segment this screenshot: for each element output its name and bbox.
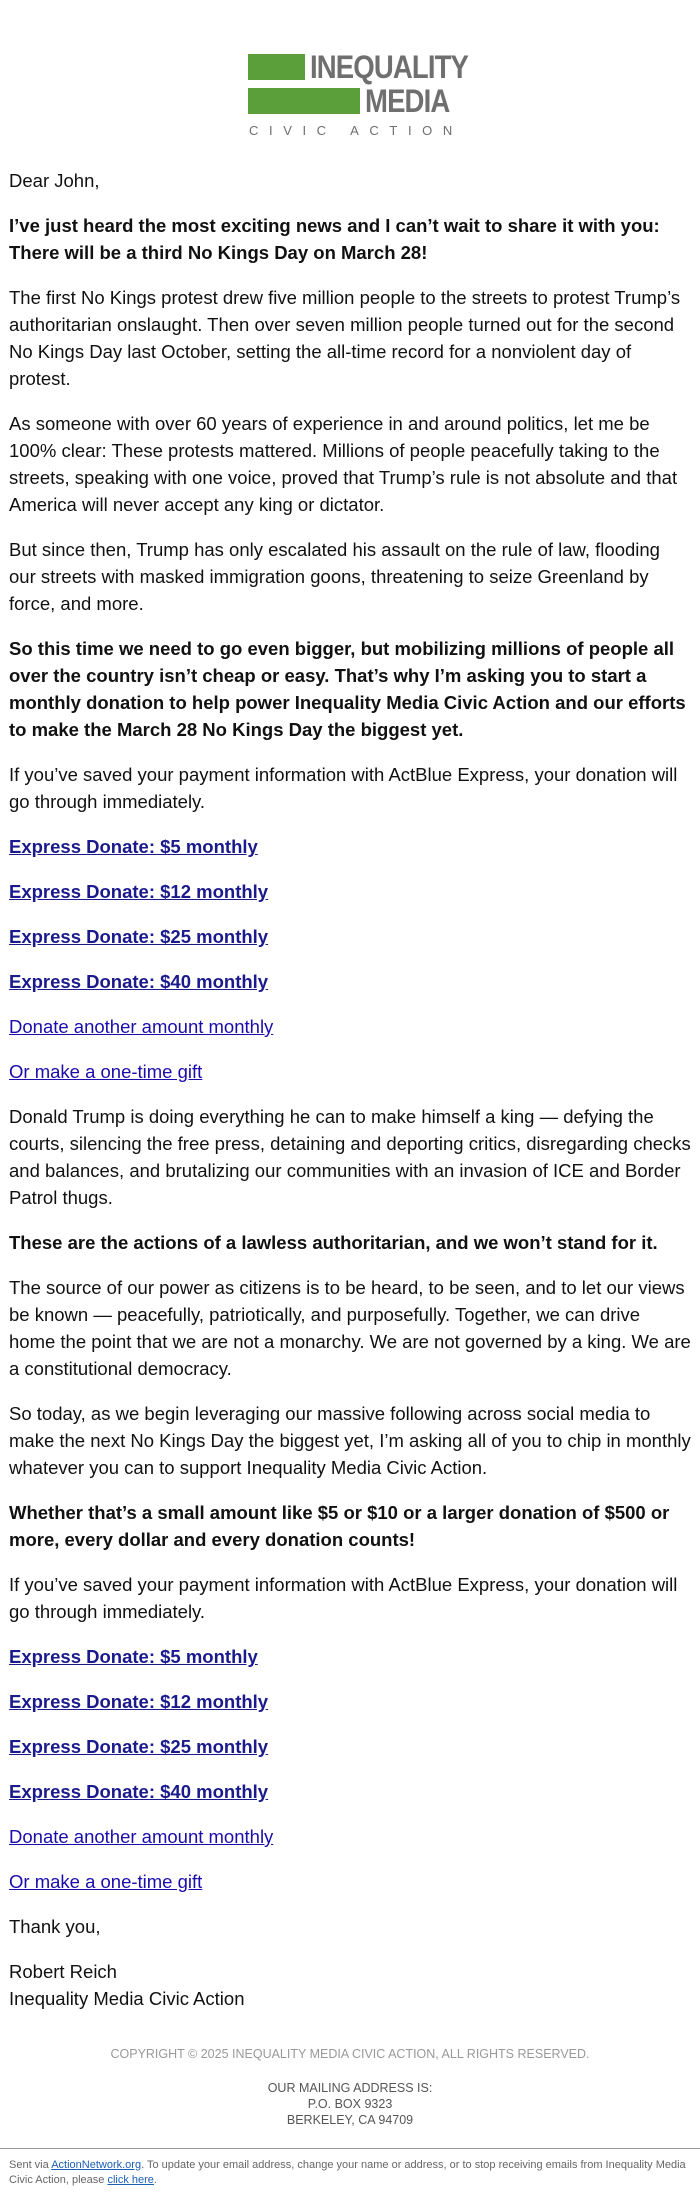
logo-bar-top xyxy=(248,54,305,80)
greeting: Dear John, xyxy=(9,170,100,191)
donate-other-amount-link-2[interactable]: Donate another amount monthly xyxy=(9,1826,274,1847)
paragraph-protest-history: The first No Kings protest drew five million people to the streets to protest Trump’s authoritarian onslaught. Then over seven million people turned out for the second No Kings Day last October, setting the all-time record for a nonviolent day of protest. xyxy=(9,287,681,389)
footer xyxy=(0,2046,700,2128)
express-donate-40-link[interactable]: Express Donate: $40 monthly xyxy=(9,971,269,992)
actblue-note: If you’ve saved your payment information with ActBlue Express, your donation will go through immediately. xyxy=(9,764,678,812)
express-donate-12-link-2[interactable]: Express Donate: $12 monthly xyxy=(9,1691,269,1712)
click-here-link[interactable]: click here xyxy=(107,2174,154,2186)
action-network-link[interactable]: ActionNetwork.org xyxy=(51,2159,142,2171)
donate-other-amount-link[interactable]: Donate another amount monthly xyxy=(9,1016,274,1037)
org-logo xyxy=(0,0,700,155)
paragraph-trump-king: Donald Trump is doing everything he can to make himself a king — defying the courts, silencing the free press, detaining and deporting critics, disregarding checks and balances, and brutalizing our communities with an invasion of ICE and Border Patrol thugs. xyxy=(9,1106,691,1208)
express-donate-5-link[interactable]: Express Donate: $5 monthly xyxy=(9,836,258,857)
logo-bar-bottom xyxy=(248,88,360,114)
actblue-note-2: If you’ve saved your payment information with ActBlue Express, your donation will go through immediately. xyxy=(9,1574,678,1622)
logo-word-media: MEDIA xyxy=(365,83,450,119)
paragraph-escalation: But since then, Trump has only escalated his assault on the rule of law, flooding our streets with masked immigration goons, threatening to seize Greenland by force, and more. xyxy=(9,539,660,614)
paragraph-lawless: These are the actions of a lawless authoritarian, and we won’t stand for it. xyxy=(9,1232,658,1253)
unsubscribe-notice xyxy=(0,2148,700,2188)
signature-name: Robert Reich xyxy=(9,1961,117,1982)
mailing-label: OUR MAILING ADDRESS IS: xyxy=(267,2081,433,2095)
intro-paragraph: I’ve just heard the most exciting news and I can’t wait to share it with you: There will be a third No Kings Day on March 28! xyxy=(9,215,660,263)
email-body xyxy=(0,167,700,2012)
update-info-text: . To update your email address, change your name or address, or to stop receiving emails from Inequality Media Civic Action, please xyxy=(9,2159,686,2186)
mailing-address-line2: BERKELEY, CA 94709 xyxy=(286,2113,414,2127)
copyright-text: COPYRIGHT © 2025 INEQUALITY MEDIA CIVIC ACTION, ALL RIGHTS RESERVED. xyxy=(110,2047,590,2061)
closing: Thank you, xyxy=(9,1916,101,1937)
paragraph-ask: So this time we need to go even bigger, but mobilizing millions of people all over the country isn’t cheap or easy. That’s why I’m asking you to start a monthly donation to help power Inequality Media Civic Action and our efforts to make the March 28 No Kings Day the biggest yet. xyxy=(9,638,686,740)
express-donate-25-link-2[interactable]: Express Donate: $25 monthly xyxy=(9,1736,269,1757)
sent-via-text: Sent via xyxy=(9,2159,52,2171)
paragraph-experience: As someone with over 60 years of experience in and around politics, let me be 100% clear: These protests mattered. Millions of people peacefully taking to the streets, speaking with one voice, proved that Trump’s rule is not absolute and that America will never accept any king or dictator. xyxy=(9,413,678,515)
logo-word-inequality: INEQUALITY xyxy=(310,49,469,85)
paragraph-today: So today, as we begin leveraging our massive following across social media to make the next No Kings Day the biggest yet, I’m asking all of you to chip in monthly whatever you can to support Inequality Media Civic Action. xyxy=(9,1403,691,1478)
mailing-address-line1: P.O. BOX 9323 xyxy=(307,2097,393,2111)
one-time-gift-link-2[interactable]: Or make a one-time gift xyxy=(9,1871,203,1892)
logo-tagline: CIVIC ACTION xyxy=(249,123,463,138)
express-donate-40-link-2[interactable]: Express Donate: $40 monthly xyxy=(9,1781,269,1802)
paragraph-every-dollar: Whether that’s a small amount like $5 or $10 or a larger donation of $500 or more, every dollar and every donation counts! xyxy=(9,1502,670,1550)
express-donate-5-link-2[interactable]: Express Donate: $5 monthly xyxy=(9,1646,258,1667)
one-time-gift-link[interactable]: Or make a one-time gift xyxy=(9,1061,203,1082)
signature-org: Inequality Media Civic Action xyxy=(9,1988,245,2009)
signature xyxy=(9,1958,691,2012)
notice-end: . xyxy=(153,2174,157,2186)
express-donate-25-link[interactable]: Express Donate: $25 monthly xyxy=(9,926,269,947)
express-donate-12-link[interactable]: Express Donate: $12 monthly xyxy=(9,881,269,902)
paragraph-power: The source of our power as citizens is to be heard, to be seen, and to let our views be known — peacefully, patriotically, and purposefully. Together, we can drive home the point that we are not a monarchy. We are not governed by a king. We are a constitutional democracy. xyxy=(9,1277,691,1379)
